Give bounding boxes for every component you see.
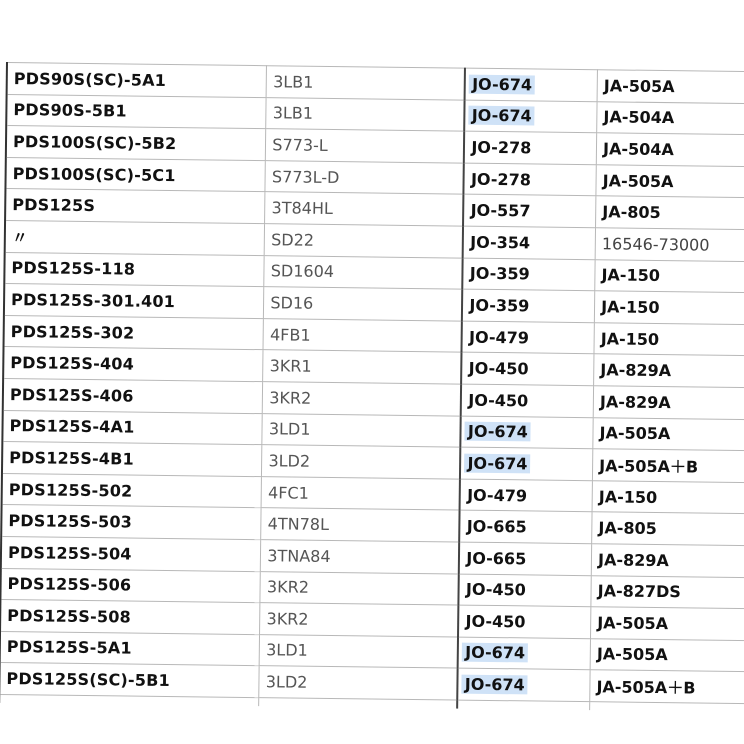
ja-cell: JA-505A <box>591 607 744 641</box>
jo-cell <box>459 574 592 607</box>
ja-cell: JA-829A <box>593 386 744 420</box>
ja-cell: JA-505A＋B <box>593 449 744 483</box>
ja-cell: JA-150 <box>594 322 744 356</box>
jo-number: JO-450 <box>468 390 529 411</box>
ja-cell: JA-150 <box>594 291 744 325</box>
ja-cell: 16546-73000 <box>595 228 744 262</box>
jo-cell <box>461 416 594 449</box>
cut-off-cell <box>259 698 458 709</box>
jo-number: JO-278 <box>471 137 532 158</box>
model-cell: PDS125S-404 <box>3 347 263 382</box>
ja-cell: JA-150 <box>595 259 744 293</box>
model-cell: PDS90S-5B1 <box>6 94 266 129</box>
model-cell: PDS90S(SC)-5A1 <box>7 63 267 98</box>
ja-cell: JA-827DS <box>591 575 744 609</box>
jo-number: JO-479 <box>467 485 528 505</box>
model-cell: PDS125S-4B1 <box>2 442 262 477</box>
code-cell: 3LD2 <box>259 666 458 700</box>
jo-cell <box>460 447 593 480</box>
jo-number: JO-557 <box>470 200 531 221</box>
highlighted-jo-number: JO-674 <box>464 454 530 474</box>
jo-cell <box>464 131 597 164</box>
model-cell: PDS125S(SC)-5B1 <box>0 663 260 698</box>
ja-cell: JA-504A <box>597 101 744 135</box>
code-cell: 3KR2 <box>260 603 459 637</box>
jo-cell <box>465 100 598 133</box>
code-cell: 4FB1 <box>263 318 462 352</box>
jo-number: JO-450 <box>465 611 526 632</box>
ja-cell: JA-829A <box>594 354 744 388</box>
ja-cell: JA-805 <box>596 196 744 230</box>
jo-number: JO-665 <box>466 516 527 537</box>
parts-cross-reference-sheet <box>0 62 744 712</box>
code-cell: 3LD1 <box>262 413 461 447</box>
jo-cell <box>464 163 597 196</box>
jo-cell <box>463 258 596 291</box>
code-cell: 3LB1 <box>266 66 465 100</box>
ja-cell: JA-829A <box>591 544 744 578</box>
jo-number: JO-450 <box>465 579 526 600</box>
jo-cell <box>462 289 595 322</box>
model-cell: 〃 <box>5 220 265 255</box>
code-cell: S773-L <box>266 129 465 163</box>
model-cell: PDS125S-508 <box>0 600 260 635</box>
code-cell: 3LD1 <box>260 634 459 668</box>
jo-cell <box>462 352 595 385</box>
highlighted-jo-number: JO-674 <box>469 74 535 94</box>
model-cell: PDS100S(SC)-5B2 <box>6 126 266 161</box>
code-cell: 3LD2 <box>262 445 461 479</box>
jo-cell <box>463 194 596 227</box>
highlighted-jo-number: JO-674 <box>469 106 535 126</box>
code-cell: S773L-D <box>265 160 464 194</box>
code-cell: SD22 <box>265 224 464 258</box>
jo-number: JO-665 <box>466 548 527 569</box>
jo-cell <box>460 510 593 543</box>
model-cell: PDS125S <box>5 189 265 224</box>
code-cell: 4FC1 <box>261 476 460 510</box>
jo-number: JO-359 <box>469 295 530 316</box>
code-cell: SD16 <box>264 287 463 321</box>
cut-off-cell <box>590 702 744 713</box>
highlighted-jo-number: JO-674 <box>462 675 528 695</box>
jo-cell <box>458 668 591 701</box>
code-cell: SD1604 <box>264 255 463 289</box>
jo-cell <box>462 321 595 354</box>
highlighted-jo-number: JO-674 <box>462 643 528 663</box>
jo-number: JO-359 <box>469 264 530 284</box>
cut-off-cell <box>0 694 259 706</box>
ja-cell: JA-505A <box>590 638 744 672</box>
ja-cell: JA-504A <box>596 133 744 167</box>
jo-cell <box>460 479 593 512</box>
jo-cell <box>459 542 592 575</box>
jo-cell <box>465 68 598 101</box>
model-cell: PDS125S-4A1 <box>2 410 262 445</box>
model-cell: PDS125S-502 <box>2 473 262 508</box>
jo-number: JO-278 <box>470 169 532 189</box>
ja-cell: JA-505A <box>596 165 744 199</box>
parts-table <box>0 62 744 712</box>
jo-number: JO-354 <box>470 232 531 253</box>
code-cell: 3KR2 <box>260 571 459 605</box>
code-cell: 4TN78L <box>261 508 460 542</box>
model-cell: PDS125S-118 <box>4 252 264 287</box>
highlighted-jo-number: JO-674 <box>465 422 531 442</box>
ja-cell: JA-150 <box>592 480 744 514</box>
code-cell: 3T84HL <box>265 192 464 226</box>
model-cell: PDS125S-506 <box>0 568 260 603</box>
ja-cell: JA-505A <box>597 70 744 104</box>
model-cell: PDS125S-406 <box>3 378 263 413</box>
code-cell: 3KR2 <box>263 382 462 416</box>
jo-cell <box>458 605 591 638</box>
ja-cell: JA-505A＋B <box>590 670 744 704</box>
ja-cell: JA-805 <box>592 512 744 546</box>
jo-number: JO-479 <box>468 327 530 347</box>
parts-table-body <box>0 63 744 713</box>
code-cell: 3KR1 <box>263 350 462 384</box>
jo-number: JO-450 <box>468 358 529 379</box>
model-cell: PDS125S-5A1 <box>0 631 260 666</box>
jo-cell <box>458 637 591 670</box>
ja-cell: JA-505A <box>593 417 744 451</box>
code-cell: 3LB1 <box>266 97 465 131</box>
model-cell: PDS125S-503 <box>1 505 261 540</box>
jo-cell <box>461 384 594 417</box>
code-cell: 3TNA84 <box>261 540 460 574</box>
model-cell: PDS125S-301.401 <box>4 284 264 319</box>
jo-cell <box>463 226 596 259</box>
model-cell: PDS100S(SC)-5C1 <box>5 157 265 192</box>
cut-off-cell <box>458 700 590 710</box>
model-cell: PDS125S-302 <box>4 315 264 350</box>
model-cell: PDS125S-504 <box>1 536 261 571</box>
